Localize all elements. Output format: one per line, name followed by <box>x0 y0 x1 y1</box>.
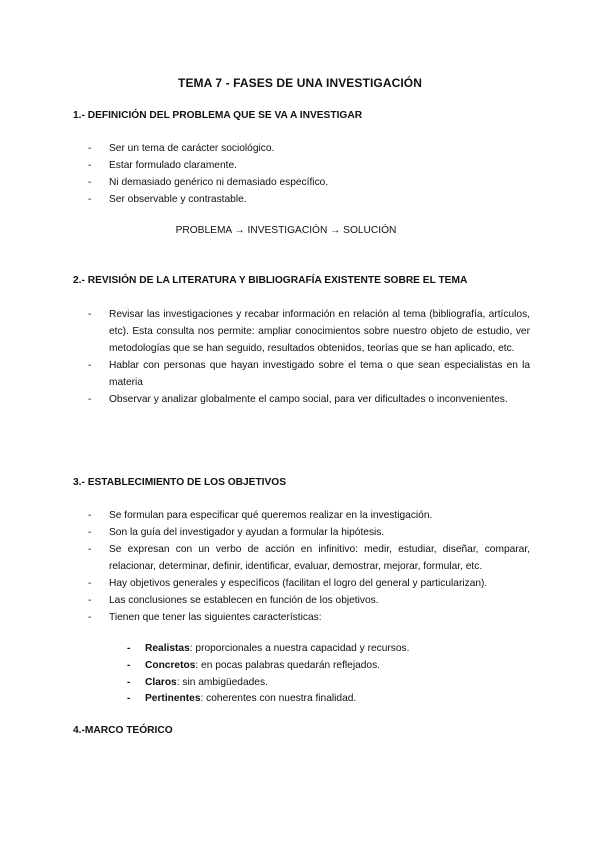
list-item: - Tienen que tener las siguientes características: <box>88 609 530 626</box>
sub-list-item <box>127 675 467 692</box>
list-item: - Ser un tema de carácter sociológico. <box>88 140 530 157</box>
list-item: - Hay objetivos generales y específicos (facilitan el logro del general y particularizan). <box>88 575 530 592</box>
section-2-heading: 2.- REVISIÓN DE LA LITERATURA Y BIBLIOGRAFÍA EXISTENTE SOBRE EL TEMA <box>73 275 468 286</box>
list-item: - Hablar con personas que hayan investigado sobre el tema o que sean especialistas en la materia <box>88 357 530 391</box>
document-title: TEMA 7 - FASES DE UNA INVESTIGACIÓN <box>178 76 422 90</box>
list-item: - Se expresan con un verbo de acción en infinitivo: medir, estudiar, diseñar, comparar, relacionar, determinar, definir, identificar, evaluar, demostrar, mejorar, formular, etc. <box>88 541 530 575</box>
sub-list-item <box>127 658 467 675</box>
characteristic-term: Pertinentes <box>145 693 201 705</box>
list-item: - Ser observable y contrastable. <box>88 191 530 208</box>
characteristic-desc: : proporcionales a nuestra capacidad y recursos. <box>189 643 410 654</box>
sub-list-item <box>127 641 467 658</box>
section-1-list <box>88 140 530 208</box>
list-item: - Revisar las investigaciones y recabar información en relación al tema (bibliografía, artículos, etc). Esta consulta nos permite: ampliar conocimientos sobre nuestro objeto de estudio, ver metodologías que se han seguido, resultados obtenidos, teorías que se han aplicado, etc. <box>88 306 530 357</box>
characteristic-desc: : coherentes con nuestra finalidad. <box>200 693 357 705</box>
list-item: - Se formulan para especificar qué queremos realizar en la investigación. <box>88 507 530 524</box>
characteristic-term: Claros <box>145 676 177 688</box>
characteristic-term: Realistas <box>145 643 190 654</box>
list-item: - Estar formulado claramente. <box>88 157 530 174</box>
characteristics-list <box>127 641 467 708</box>
process-flow-line: PROBLEMA → INVESTIGACIÓN → SOLUCIÓN <box>175 225 397 236</box>
list-item: - Ni demasiado genérico ni demasiado específico. <box>88 174 530 191</box>
characteristic-desc: : en pocas palabras quedarán reflejados. <box>195 659 381 671</box>
list-item: - Son la guía del investigador y ayudan a formular la hipótesis. <box>88 524 530 541</box>
section-1-heading: 1.- DEFINICIÓN DEL PROBLEMA QUE SE VA A INVESTIGAR <box>73 110 363 121</box>
section-3-list <box>88 507 530 626</box>
list-item: - Observar y analizar globalmente el campo social, para ver dificultades o inconvenientes. <box>88 391 530 408</box>
list-item: - Las conclusiones se establecen en función de los objetivos. <box>88 592 530 609</box>
characteristic-desc: : sin ambigüedades. <box>176 676 268 688</box>
section-2-list <box>88 306 530 408</box>
sub-list-item <box>127 691 467 708</box>
section-4-heading: 4.-MARCO TEÓRICO <box>73 725 173 736</box>
characteristic-term: Concretos <box>145 659 196 671</box>
section-3-heading: 3.- ESTABLECIMIENTO DE LOS OBJETIVOS <box>73 477 287 488</box>
